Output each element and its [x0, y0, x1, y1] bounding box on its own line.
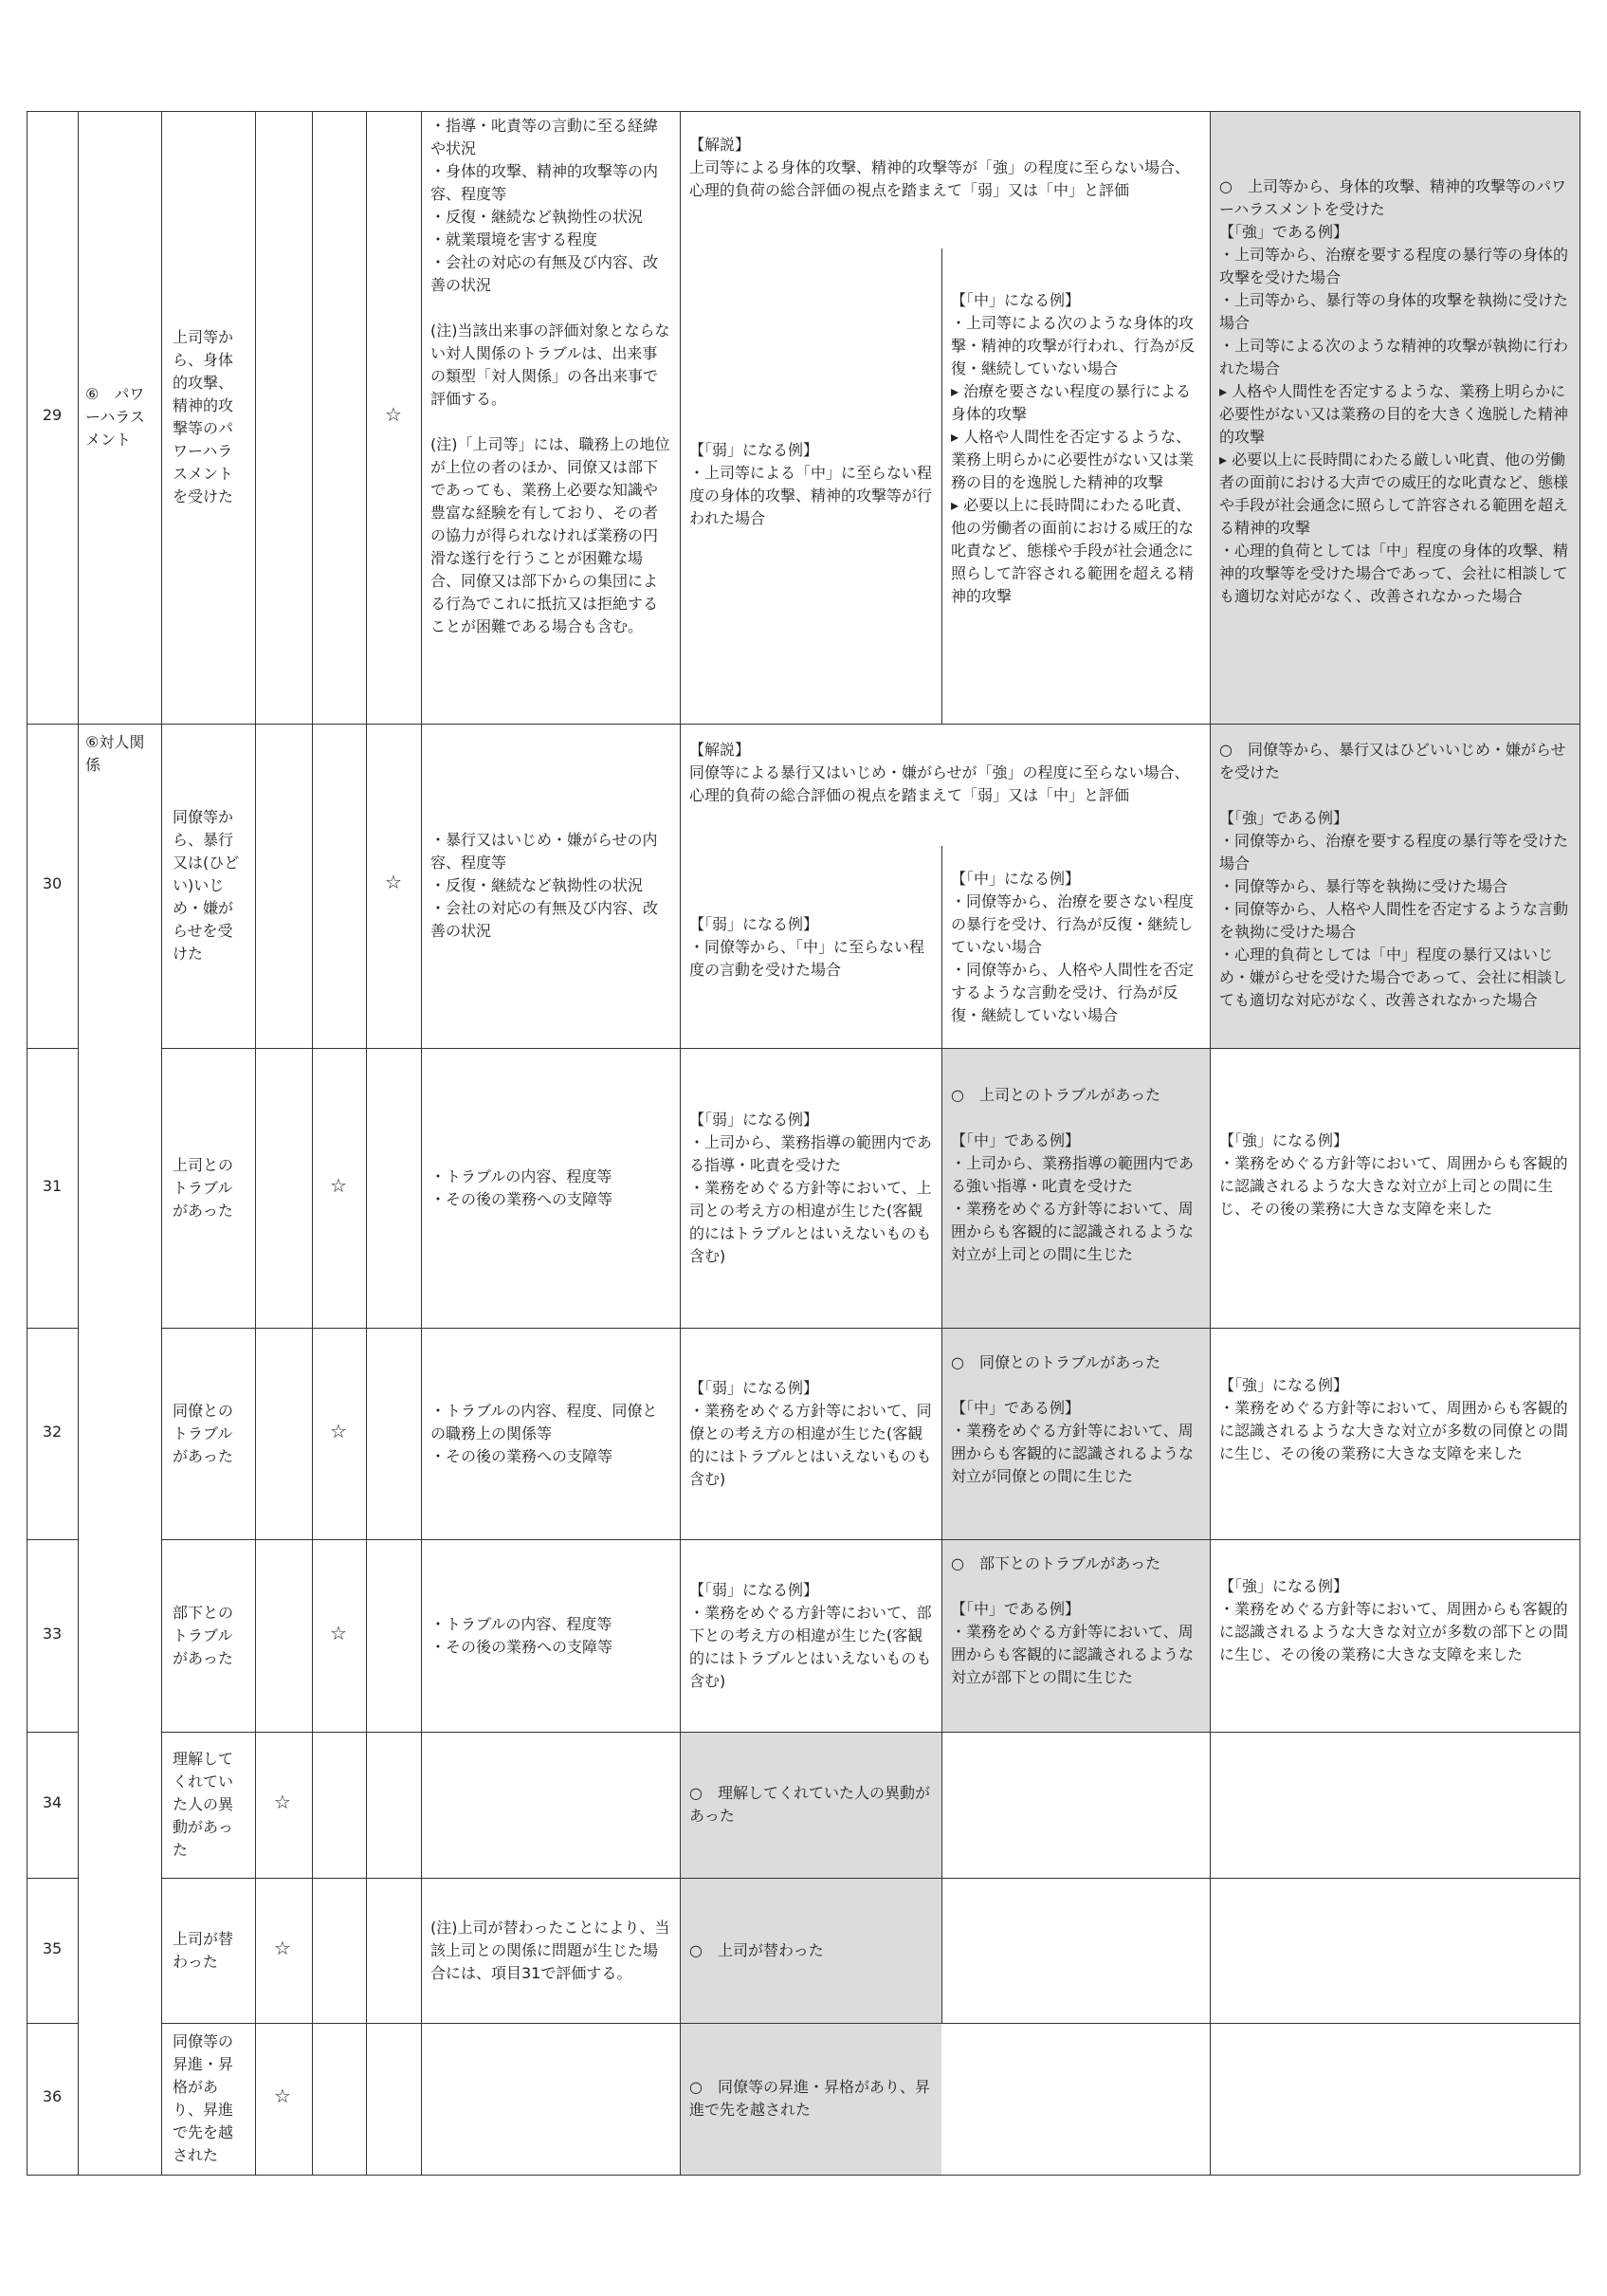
star-marker: ☆	[330, 1420, 347, 1442]
event-label: 部下とのトラブルがあった	[173, 1603, 234, 1667]
star-marker: ☆	[385, 871, 402, 893]
star-marker: ☆	[274, 1937, 291, 1959]
row-number: 29	[42, 406, 63, 424]
star-marker: ☆	[274, 1791, 291, 1813]
middle-example-cell: 【「中」になる例】 ・上司等による次のような身体的攻撃・精神的攻撃が行われ、行為が反復・継続していない場合 ▸ 治療を要さない程度の暴行による身体的攻撃 ▸ 人格や人間性を否定するような、業務上明らかに必要性がない又は業務の目的を逸脱した精神的攻撃 ▸ 必要以上に長時間にわたる叱責、他の労働者の面前における威圧的な叱責など、態様や手段が社会通念に照らして許容される範囲を超える精神的攻撃	[951, 291, 1195, 605]
row-number: 35	[42, 1939, 63, 1957]
strong-example-cell: ○ 同僚等から、暴行又はひどいいじめ・嫌がらせを受けた 【「強」である例】 ・同僚等から、治療を要する程度の暴行等を受けた場合 ・同僚等から、暴行等を執拗に受けた場合 ・同僚等から、人格や人間性を否定するような言動を執拗に受けた場合 ・心理的負荷としては「中」程度の暴行又はいじめ・嫌がらせを受けた場合であって、会社に相談しても適切な対応がなく、改善されなかった場合	[1219, 741, 1569, 1009]
event-cell	[163, 1732, 255, 1878]
star-marker: ☆	[385, 403, 402, 426]
category-cell	[80, 111, 161, 724]
evaluation-table	[27, 111, 1580, 2175]
strong-example-cell: ○ 上司等から、身体的攻撃、精神的攻撃等のパワーハラスメントを受けた 【「強」である例】 ・上司等から、治療を要する程度の暴行等の身体的攻撃を受けた場合 ・上司等から、暴行等の身体的攻撃を執拗に受けた場合 ・上司等による次のような精神的攻撃が執拗に行われた場合 ▸ 人格や人間性を否定するような、業務上明らかに必要性がない又は業務の目的を大きく逸脱した精神的攻撃 ▸ 必要以上に長時間にわたる厳しい叱責、他の労働者の面前における大声での威圧的な叱責など、態様や手段が社会通念に照らして許容される範囲を超える精神的攻撃 ・心理的負荷としては「中」程度の身体的攻撃、精神的攻撃等を受けた場合であって、会社に相談しても適切な対応がなく、改善されなかった場合	[1219, 177, 1569, 605]
explanation-cell: 【解説】 上司等による身体的攻撃、精神的攻撃等が「強」の程度に至らない場合、心理的負荷の総合評価の視点を踏まえて「弱」又は「中」と評価	[689, 136, 1191, 199]
weak-example-cell: ○ 上司が替わった	[689, 1940, 824, 1959]
category-label: ⑥対人関係	[85, 733, 145, 774]
event-cell	[163, 1328, 255, 1539]
point-cell: ・トラブルの内容、程度、同僚との職務上の関係等 ・その後の業務への支障等	[430, 1401, 658, 1465]
point-cell: ・指導・叱責等の言動に至る経緯や状況 ・身体的攻撃、精神的攻撃等の内容、程度等 ・反復・継続など執拗性の状況 ・就業環境を害する程度 ・会社の対応の有無及び内容、改善の状況 (注)当該出来事の評価対象とならない対人関係のトラブルは、出来事の類型「対人関係」の各出来事で評価する。 (注)「上司等」には、職務上の地位が上位の者のほか、同僚又は部下であっても、業務上必要な知識や豊富な経験を有しており、その者の協力が得られなければ業務の円滑な遂行を行うことが困難な場合、同僚又は部下からの集団による行為でこれに抵抗又は拒絶することが困難である場合も含む。	[430, 117, 670, 635]
event-label: 同僚とのトラブルがあった	[173, 1401, 234, 1465]
row-number: 33	[42, 1625, 63, 1643]
category-label: ⑥ パワーハラスメント	[85, 385, 145, 449]
middle-example-cell: 【「中」になる例】 ・同僚等から、治療を要さない程度の暴行を受け、行為が反復・継続していない場合 ・同僚等から、人格や人間性を否定するような言動を受け、行為が反復・継続していない場合	[951, 870, 1195, 1024]
weak-example-cell: 【「弱」になる例】 ・上司から、業務指導の範囲内である指導・叱責を受けた ・業務をめぐる方針等において、上司との考え方の相違が生じた(客観的にはトラブルとはいえないものも含む)	[689, 1110, 933, 1265]
middle-example-cell: ○ 上司とのトラブルがあった 【「中」である例】 ・上司から、業務指導の範囲内である強い指導・叱責を受けた ・業務をめぐる方針等において、周囲からも客観的に認識されるような対立が上司との間に生じた	[951, 1086, 1195, 1263]
point-cell: (注)上司が替わったことにより、当該上司との関係に問題が生じた場合には、項目31で評価する。	[430, 1918, 670, 1982]
middle-example-cell: ○ 部下とのトラブルがあった 【「中」である例】 ・業務をめぐる方針等において、周囲からも客観的に認識されるような対立が部下との間に生じた	[951, 1554, 1195, 1686]
weak-example-cell: 【「弱」になる例】 ・業務をめぐる方針等において、同僚との考え方の相違が生じた(客観的にはトラブルとはいえないものも含む)	[689, 1378, 932, 1488]
row-number: 30	[42, 874, 63, 892]
category-cell	[80, 724, 161, 781]
event-label: 上司等から、身体的攻撃、精神的攻撃等のパワーハラスメントを受けた	[173, 328, 234, 505]
event-cell	[163, 2023, 255, 2175]
row-number: 31	[42, 1177, 63, 1195]
row-number: 36	[42, 2087, 63, 2105]
event-cell	[163, 111, 255, 724]
weak-example-cell: ○ 同僚等の昇進・昇格があり、昇進で先を越された	[689, 2078, 930, 2119]
weak-example-cell: 【「弱」になる例】 ・上司等による「中」に至らない程度の身体的攻撃、精神的攻撃等が行われた場合	[689, 441, 933, 527]
event-cell	[163, 1048, 255, 1328]
event-cell	[163, 1878, 255, 2023]
event-label: 理解してくれていた人の異動があった	[173, 1750, 234, 1859]
middle-example-cell: ○ 同僚とのトラブルがあった 【「中」である例】 ・業務をめぐる方針等において、周囲からも客観的に認識されるような対立が同僚との間に生じた	[951, 1353, 1195, 1485]
weak-example-cell: 【「弱」になる例】 ・同僚等から、「中」に至らない程度の言動を受けた場合	[689, 915, 925, 979]
weak-example-cell: ○ 理解してくれていた人の異動があった	[689, 1784, 930, 1825]
event-label: 同僚等から、暴行又は(ひどい)いじめ・嫌がらせを受けた	[173, 808, 240, 963]
star-marker: ☆	[330, 1622, 347, 1644]
point-cell: ・トラブルの内容、程度等 ・その後の業務への支障等	[430, 1614, 613, 1656]
explanation-cell: 【解説】 同僚等による暴行又はいじめ・嫌がらせが「強」の程度に至らない場合、心理的負荷の総合評価の視点を踏まえて「弱」又は「中」と評価	[689, 741, 1190, 804]
event-cell	[163, 724, 255, 1048]
strong-example-cell: 【「強」になる例】 ・業務をめぐる方針等において、周囲からも客観的に認識されるような大きな対立が多数の部下との間に生じ、その後の業務に大きな支障を来した	[1219, 1577, 1569, 1663]
event-label: 同僚等の昇進・昇格があり、昇進で先を越された	[173, 2032, 234, 2164]
row-number: 32	[42, 1423, 63, 1441]
strong-example-cell: 【「強」になる例】 ・業務をめぐる方針等において、周囲からも客観的に認識されるような大きな対立が上司との間に生じ、その後の業務に大きな支障を来した	[1219, 1131, 1568, 1218]
point-cell: ・トラブルの内容、程度等 ・その後の業務への支障等	[430, 1166, 613, 1208]
strong-example-cell: 【「強」になる例】 ・業務をめぐる方針等において、周囲からも客観的に認識されるような大きな対立が多数の同僚との間に生じ、その後の業務に大きな支障を来した	[1219, 1376, 1569, 1462]
point-cell: ・暴行又はいじめ・嫌がらせの内容、程度等 ・反復・継続など執拗性の状況 ・会社の対応の有無及び内容、改善の状況	[430, 831, 659, 940]
event-label: 上司が替わった	[173, 1929, 234, 1971]
event-label: 上司とのトラブルがあった	[173, 1155, 234, 1220]
event-cell	[163, 1539, 255, 1732]
weak-example-cell: 【「弱」になる例】 ・業務をめぐる方針等において、部下との考え方の相違が生じた(客観的にはトラブルとはいえないものも含む)	[689, 1580, 932, 1690]
star-marker: ☆	[274, 2085, 291, 2107]
row-number: 34	[42, 1793, 63, 1811]
star-marker: ☆	[330, 1174, 347, 1197]
